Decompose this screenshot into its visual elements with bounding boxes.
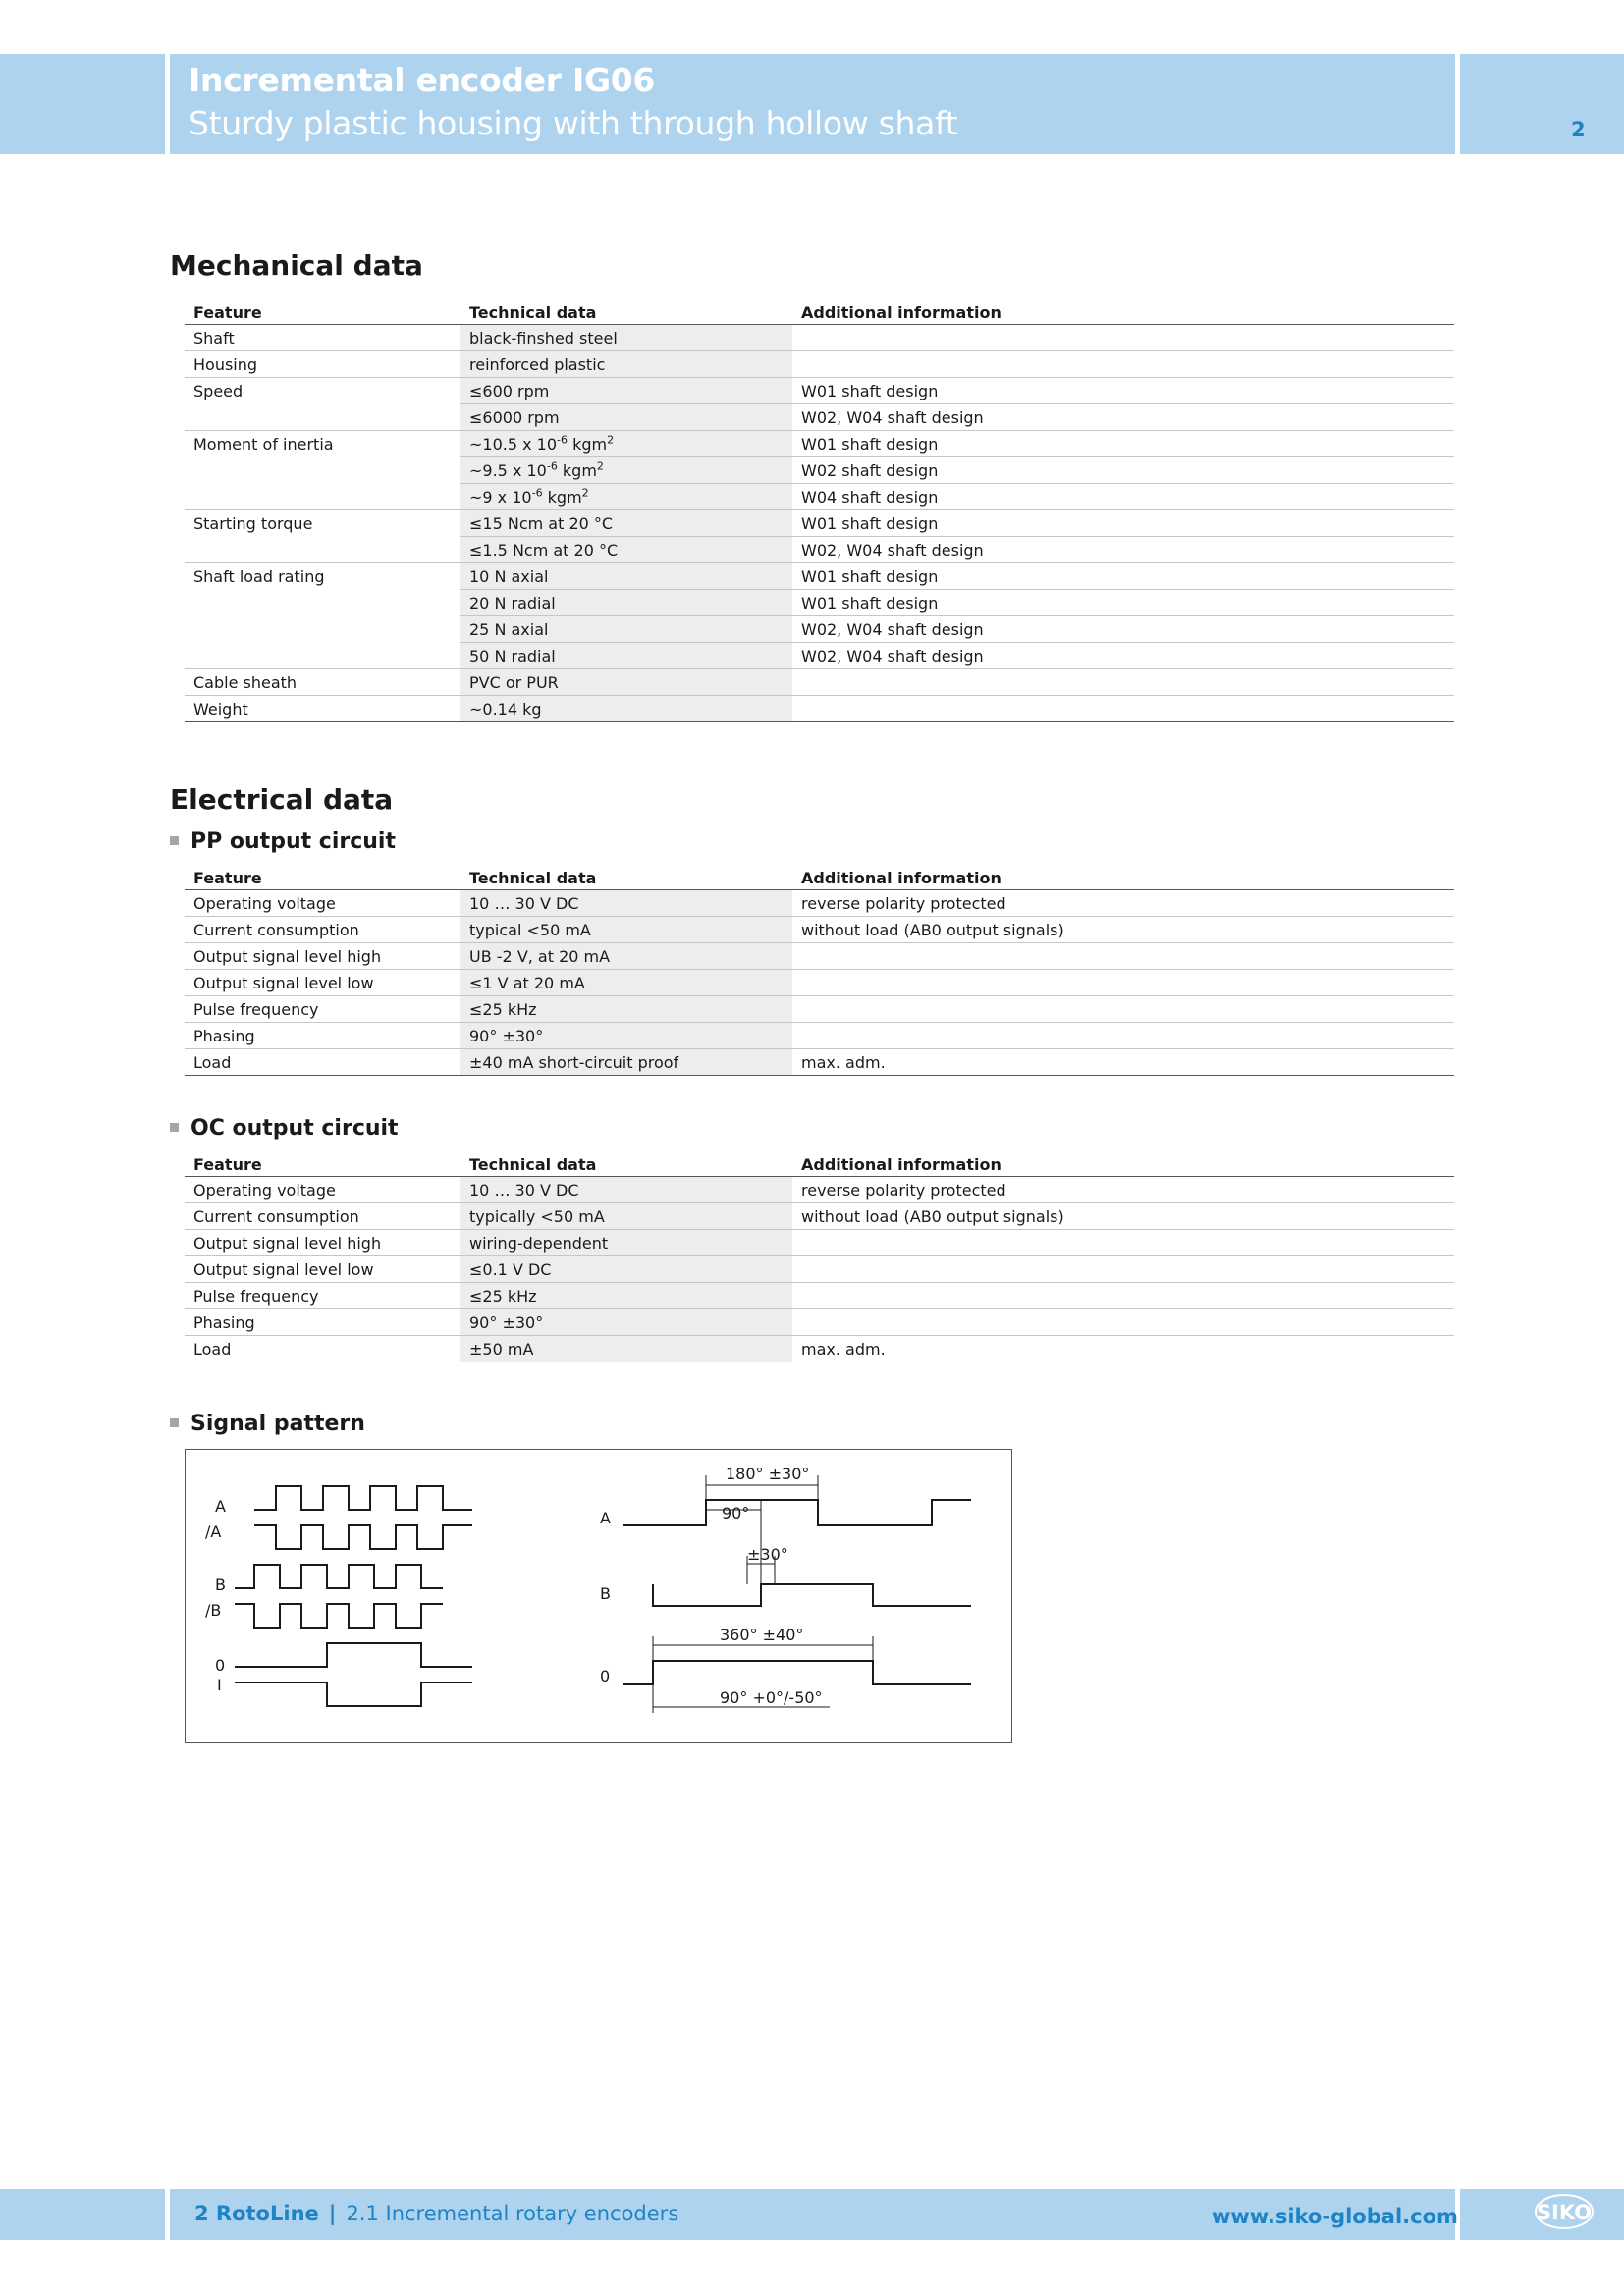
label-b-inverted: /B (205, 1601, 222, 1620)
waveform-a-inverted (254, 1525, 472, 1549)
cell-additional-information (792, 1283, 1454, 1309)
pp-output-heading (170, 829, 396, 854)
table-row (185, 1023, 1454, 1049)
annotation-180: 180° ±30° (726, 1465, 810, 1483)
cell-technical-data: UB -2 V, at 20 mA (460, 943, 792, 970)
cell-feature: Housing (185, 351, 460, 378)
cell-technical-data: 10 … 30 V DC (460, 1177, 792, 1203)
column-header-additional-information: Additional information (792, 866, 1454, 890)
header-divider-left (165, 54, 170, 154)
cell-additional-information: reverse polarity protected (792, 1177, 1454, 1203)
cell-feature (185, 643, 460, 669)
cell-additional-information: W02, W04 shaft design (792, 616, 1454, 643)
cell-feature: Operating voltage (185, 1177, 460, 1203)
unit-exponent: 2 (581, 486, 589, 500)
table-row (185, 1309, 1454, 1336)
cell-feature (185, 457, 460, 484)
table-row (185, 590, 1454, 616)
electrical-heading: Electrical data (170, 783, 394, 816)
footer-section: 2 RotoLine (194, 2202, 319, 2225)
column-header-feature: Feature (185, 866, 460, 890)
signal-pattern-heading-text: Signal pattern (190, 1412, 365, 1436)
cell-additional-information (792, 1256, 1454, 1283)
cell-feature: Output signal level high (185, 943, 460, 970)
cell-feature: Starting torque (193, 513, 313, 533)
oc-output-heading-text: OC output circuit (190, 1116, 399, 1141)
table-row (185, 970, 1454, 996)
label-a: A (215, 1497, 226, 1516)
table-row (185, 325, 1454, 351)
table-row (185, 643, 1454, 669)
table-row (185, 943, 1454, 970)
label-a-inverted: /A (205, 1522, 222, 1541)
cell-additional-information (792, 996, 1454, 1023)
timing-label-b: B (600, 1584, 611, 1603)
annotation-90-tolerance: 90° +0°/-50° (720, 1688, 823, 1707)
cell-feature: Pulse frequency (185, 1283, 460, 1309)
cell-technical-data: reinforced plastic (460, 351, 792, 378)
unit-exponent: 2 (596, 459, 604, 473)
cell-additional-information (792, 696, 1454, 722)
waveform-a (254, 1486, 472, 1510)
table-row (185, 484, 1454, 510)
cell-technical-data: 25 N axial (460, 616, 792, 643)
annotation-90: 90° (722, 1504, 750, 1522)
cell-technical-data: 10 N axial (460, 563, 792, 590)
table-row (185, 1230, 1454, 1256)
cell-feature: Pulse frequency (185, 996, 460, 1023)
cell-technical-data: typically <50 mA (460, 1203, 792, 1230)
cell-additional-information: without load (AB0 output signals) (792, 917, 1454, 943)
unit-exponent: 2 (607, 433, 615, 447)
cell-feature: Output signal level low (185, 1256, 460, 1283)
oc-output-heading (170, 1116, 399, 1141)
cell-technical-data: 90° ±30° (460, 1309, 792, 1336)
timing-label-a: A (600, 1509, 611, 1527)
cell-technical-data: typical <50 mA (460, 917, 792, 943)
footer-website-link[interactable]: www.siko-global.com (1212, 2205, 1458, 2228)
column-header-technical-data: Technical data (460, 1152, 792, 1177)
footer-breadcrumb (194, 2202, 678, 2225)
label-i: I (217, 1676, 222, 1694)
bullet-square (170, 836, 179, 845)
timing-b (653, 1584, 971, 1606)
cell-feature (185, 537, 460, 563)
bullet-square (170, 1418, 179, 1427)
cell-technical-data: ≤0.1 V DC (460, 1256, 792, 1283)
cell-technical-data: ±50 mA (460, 1336, 792, 1362)
annotation-30: ±30° (747, 1545, 788, 1564)
cell-technical-data: black-finshed steel (460, 325, 792, 351)
cell-additional-information: W01 shaft design (792, 563, 1454, 590)
mechanical-heading: Mechanical data (170, 249, 423, 282)
cell-feature: Load (185, 1049, 460, 1076)
cell-technical-data: ≤6000 rpm (460, 404, 792, 431)
header-divider-right (1455, 54, 1460, 154)
cell-additional-information (792, 1230, 1454, 1256)
table-row (185, 404, 1454, 431)
cell-technical-data: 90° ±30° (460, 1023, 792, 1049)
cell-feature: Speed (193, 381, 244, 400)
page-number: 2 (1571, 118, 1586, 141)
waveform-b (235, 1565, 443, 1588)
document-title: Incremental encoder IG06 (189, 61, 656, 99)
pp-output-heading-text: PP output circuit (190, 829, 396, 854)
cell-additional-information: reverse polarity protected (792, 890, 1454, 917)
pp-output-table (185, 866, 1454, 1076)
label-zero: 0 (215, 1656, 226, 1675)
table-row (185, 996, 1454, 1023)
cell-feature: Weight (185, 696, 460, 722)
table-row (185, 1283, 1454, 1309)
cell-technical-data: ~9.5 x $10^{-6}$ kgm$^2$ (460, 457, 792, 484)
cell-feature: Shaft (185, 325, 460, 351)
cell-technical-data: ~9 x $10^{-6}$ kgm$^2$ (460, 484, 792, 510)
timing-label-zero: 0 (600, 1667, 611, 1685)
cell-feature: Operating voltage (185, 890, 460, 917)
table-row (185, 510, 1454, 537)
table-row (185, 457, 1454, 484)
cell-feature: Current consumption (185, 1203, 460, 1230)
cell-technical-data: ±40 mA short-circuit proof (460, 1049, 792, 1076)
document-subtitle: Sturdy plastic housing with through hollow shaft (189, 104, 958, 142)
label-b: B (215, 1575, 226, 1594)
cell-additional-information (792, 1309, 1454, 1336)
footer-divider-left (165, 2189, 170, 2240)
bullet-square (170, 1123, 179, 1132)
column-header-additional-information: Additional information (792, 300, 1454, 325)
cell-feature: Current consumption (185, 917, 460, 943)
cell-technical-data: 50 N radial (460, 643, 792, 669)
table-row (185, 669, 1454, 696)
footer-subsection: 2.1 Incremental rotary encoders (346, 2202, 679, 2225)
cell-technical-data: ~10.5 x $10^{-6}$ kgm$^2$ (460, 431, 792, 457)
cell-additional-information (792, 1023, 1454, 1049)
cell-feature: Output signal level low (185, 970, 460, 996)
logo-text: SIKO (1536, 2201, 1593, 2224)
cell-additional-information: max. adm. (792, 1049, 1454, 1076)
cell-feature: Shaft load rating (193, 566, 325, 586)
cell-feature (185, 590, 460, 616)
table-row (185, 1049, 1454, 1076)
waveform-b-inverted (235, 1604, 443, 1628)
cell-feature (185, 484, 460, 510)
cell-additional-information: without load (AB0 output signals) (792, 1203, 1454, 1230)
table-row (185, 563, 1454, 590)
cell-feature: Load (185, 1336, 460, 1362)
table-row (185, 537, 1454, 563)
cell-feature: Phasing (185, 1309, 460, 1336)
cell-feature: Phasing (185, 1023, 460, 1049)
cell-technical-data: ≤15 Ncm at 20 °C (460, 510, 792, 537)
table-row (185, 917, 1454, 943)
signal-pattern-diagram (185, 1449, 1012, 1743)
cell-additional-information: W01 shaft design (792, 590, 1454, 616)
signal-waveforms (186, 1450, 1013, 1744)
cell-additional-information: W01 shaft design (792, 378, 1454, 404)
cell-additional-information (792, 351, 1454, 378)
mechanical-table (185, 300, 1454, 722)
cell-additional-information: W01 shaft design (792, 431, 1454, 457)
exponent: -6 (557, 433, 568, 447)
column-header-technical-data: Technical data (460, 300, 792, 325)
cell-technical-data: 20 N radial (460, 590, 792, 616)
cell-technical-data: ≤600 rpm (460, 378, 792, 404)
column-header-feature: Feature (185, 1152, 460, 1177)
table-row (185, 351, 1454, 378)
table-row (185, 696, 1454, 722)
table-row (185, 1177, 1454, 1203)
cell-technical-data: ~0.14 kg (460, 696, 792, 722)
column-header-feature: Feature (185, 300, 460, 325)
table-row (185, 616, 1454, 643)
cell-additional-information: W01 shaft design (792, 510, 1454, 537)
cell-feature: Cable sheath (185, 669, 460, 696)
cell-feature: Output signal level high (185, 1230, 460, 1256)
cell-additional-information (792, 943, 1454, 970)
timing-zero (623, 1661, 971, 1684)
cell-feature (185, 404, 460, 431)
cell-additional-information: W02, W04 shaft design (792, 643, 1454, 669)
exponent: -6 (546, 459, 558, 473)
cell-additional-information (792, 325, 1454, 351)
table-row (185, 378, 1454, 404)
cell-additional-information: W02, W04 shaft design (792, 404, 1454, 431)
table-row (185, 890, 1454, 917)
timing-a (623, 1500, 971, 1525)
siko-logo (1530, 2191, 1598, 2232)
cell-additional-information: max. adm. (792, 1336, 1454, 1362)
exponent: -6 (531, 486, 543, 500)
cell-additional-information: W04 shaft design (792, 484, 1454, 510)
cell-feature: Moment of inertia (193, 434, 334, 454)
signal-pattern-heading (170, 1412, 365, 1436)
cell-feature (185, 616, 460, 643)
cell-technical-data: ≤1.5 Ncm at 20 °C (460, 537, 792, 563)
column-header-technical-data: Technical data (460, 866, 792, 890)
table-row (185, 1336, 1454, 1362)
oc-output-table (185, 1152, 1454, 1362)
waveform-zero-inverted (235, 1682, 472, 1706)
cell-technical-data: ≤1 V at 20 mA (460, 970, 792, 996)
cell-additional-information (792, 669, 1454, 696)
cell-additional-information (792, 970, 1454, 996)
table-row (185, 1256, 1454, 1283)
waveform-zero (235, 1643, 472, 1667)
cell-technical-data: wiring-dependent (460, 1230, 792, 1256)
cell-additional-information: W02 shaft design (792, 457, 1454, 484)
cell-technical-data: 10 … 30 V DC (460, 890, 792, 917)
cell-technical-data: ≤25 kHz (460, 996, 792, 1023)
table-row (185, 1203, 1454, 1230)
footer-separator: | (328, 2202, 337, 2225)
annotation-360: 360° ±40° (720, 1626, 804, 1644)
cell-technical-data: ≤25 kHz (460, 1283, 792, 1309)
cell-technical-data: PVC or PUR (460, 669, 792, 696)
column-header-additional-information: Additional information (792, 1152, 1454, 1177)
cell-additional-information: W02, W04 shaft design (792, 537, 1454, 563)
table-row (185, 431, 1454, 457)
